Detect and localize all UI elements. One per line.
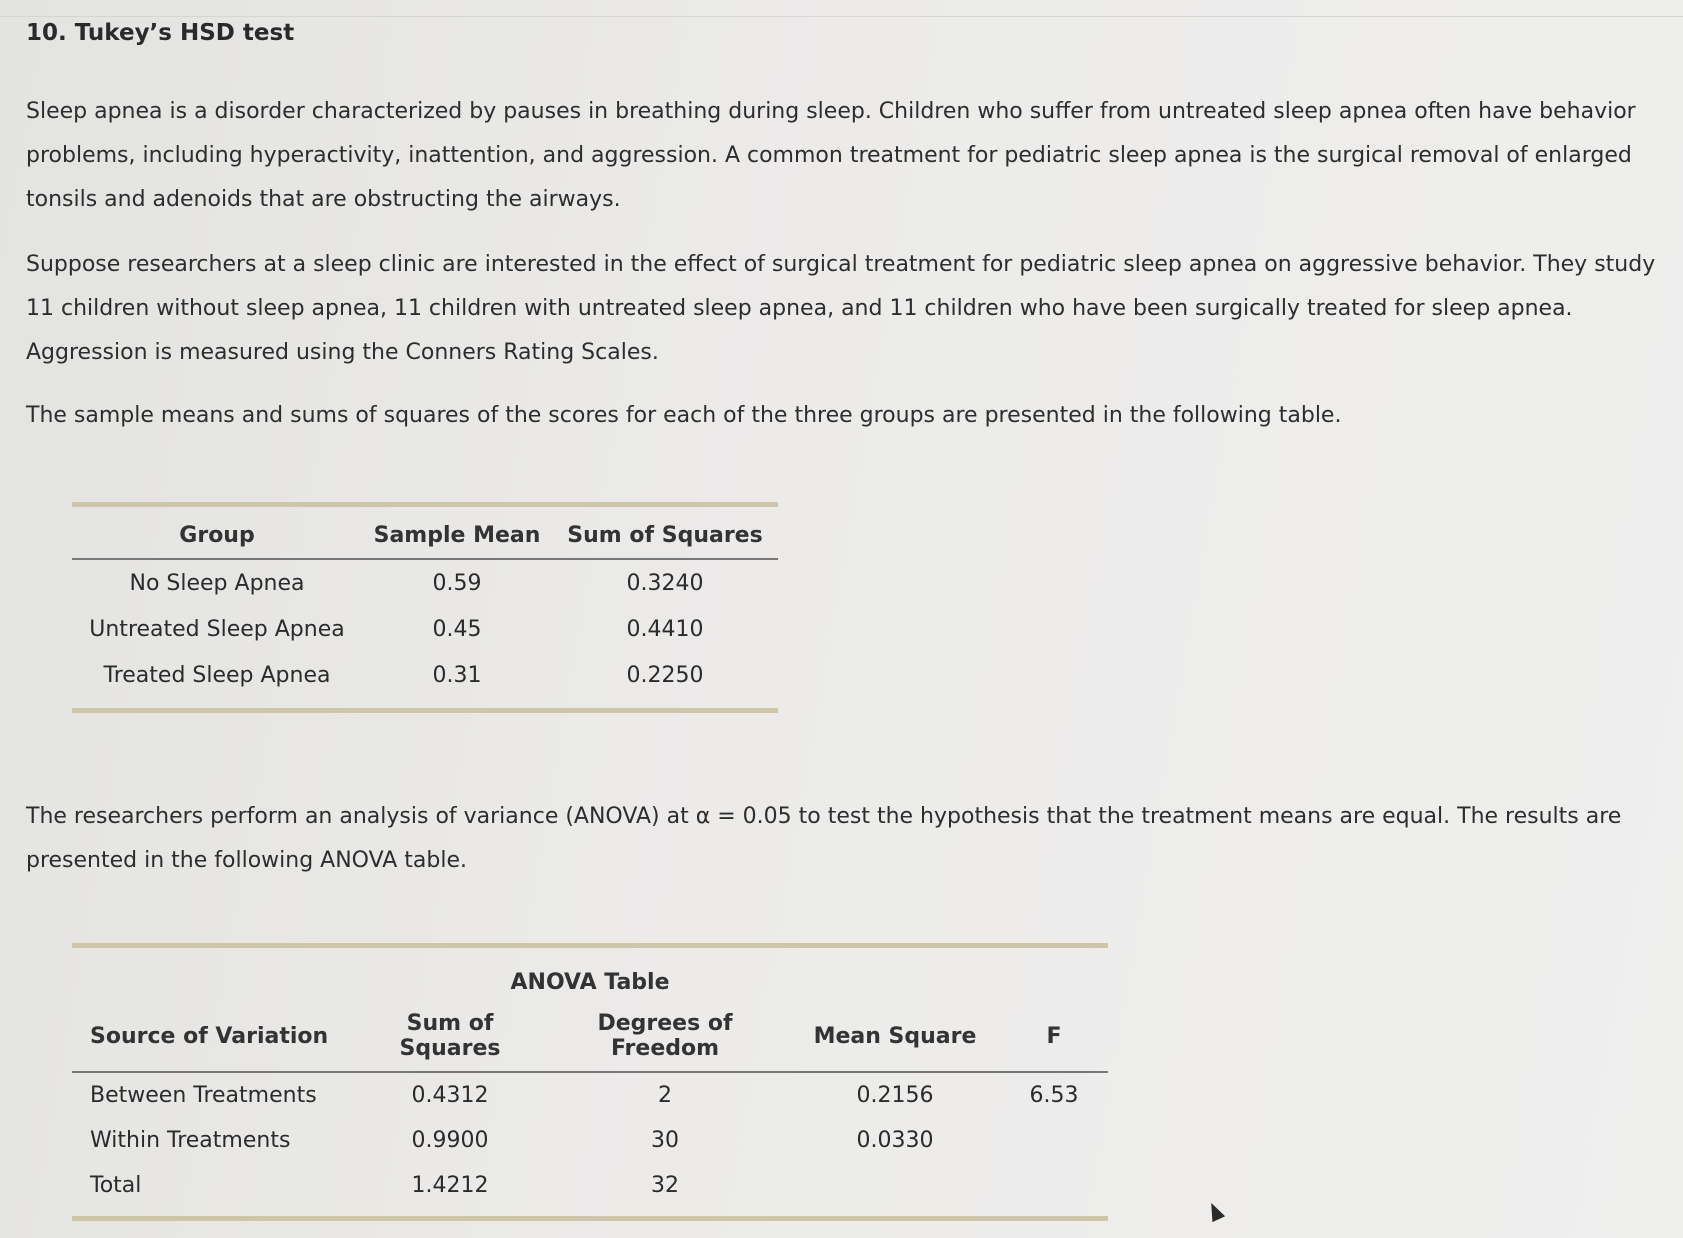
intro-paragraph: Sleep apnea is a disorder characterized by pauses in breathing during sleep. Children who suffer from untreated sleep apnea often have behavior problems, including hyperactivity, inattention, and aggression. A common treatment for pediatric sleep apnea is the surgical removal of enlarged tonsils and adenoids that are obstructing the airways. xyxy=(26,99,1636,212)
sum-of-squares-value: 0.4410 xyxy=(626,616,704,642)
sample-mean-value: 0.45 xyxy=(432,616,482,642)
header-f: F xyxy=(1046,1023,1062,1049)
sum-of-squares-value: 0.9900 xyxy=(411,1128,489,1153)
sample-mean-value: 0.59 xyxy=(432,570,482,596)
mean-square-value: 0.0330 xyxy=(856,1128,934,1153)
source-name: Total xyxy=(90,1173,142,1198)
anova-table xyxy=(72,1001,1108,1208)
sum-of-squares-value: 0.2250 xyxy=(626,662,704,688)
group-stats-table-container xyxy=(72,502,778,713)
table-row xyxy=(72,652,778,698)
study-paragraph: Suppose researchers at a sleep clinic are interested in the effect of surgical treatment for pediatric sleep apnea on aggressive behavior. They study 11 children without sleep apnea, 11 children with untreated sleep apnea, and 11 children who have been surgically treated for sleep apnea. Aggression is measured using the Conners Rating Scales. xyxy=(26,252,1656,365)
group-name: Untreated Sleep Apnea xyxy=(89,616,345,642)
anova-table-caption: ANOVA Table xyxy=(510,970,670,995)
source-name: Between Treatments xyxy=(90,1083,317,1108)
table-row xyxy=(72,560,778,606)
header-group: Group xyxy=(179,523,255,548)
source-name: Within Treatments xyxy=(90,1128,291,1153)
anova-bottom-rule xyxy=(72,1216,1108,1221)
table-intro-paragraph: The sample means and sums of squares of the scores for each of the three groups are presented in the following table. xyxy=(26,403,1342,428)
table-row xyxy=(72,1073,1108,1118)
anova-table-container xyxy=(72,943,1108,1221)
header-sum-of-squares: Sum of Squares xyxy=(399,1011,501,1061)
f-value: 6.53 xyxy=(1029,1083,1079,1108)
sample-mean-value: 0.31 xyxy=(432,662,482,688)
header-source-of-variation: Source of Variation xyxy=(90,1023,329,1049)
table-row xyxy=(72,1163,1108,1208)
sum-of-squares-value: 0.3240 xyxy=(626,570,704,596)
mean-square-value xyxy=(790,1163,1000,1208)
degrees-of-freedom-value: 32 xyxy=(651,1173,679,1198)
table-header-row xyxy=(72,507,778,558)
degrees-of-freedom-value: 30 xyxy=(651,1128,679,1153)
table-bottom-rule xyxy=(72,708,778,713)
sum-of-squares-value: 1.4212 xyxy=(411,1173,489,1198)
table-row xyxy=(72,1118,1108,1163)
group-name: Treated Sleep Apnea xyxy=(103,662,331,688)
mean-square-value: 0.2156 xyxy=(856,1083,934,1108)
anova-header-row xyxy=(72,1001,1108,1071)
header-sample-mean: Sample Mean xyxy=(373,523,541,548)
degrees-of-freedom-value: 2 xyxy=(658,1083,672,1108)
sum-of-squares-value: 0.4312 xyxy=(411,1083,489,1108)
problem-title: 10. Tukey’s HSD test xyxy=(26,20,295,46)
header-mean-square: Mean Square xyxy=(813,1023,977,1049)
group-name: No Sleep Apnea xyxy=(129,570,305,596)
mouse-cursor-icon xyxy=(1205,1200,1225,1222)
header-degrees-of-freedom: Degrees of Freedom xyxy=(597,1011,733,1061)
header-sum-of-squares: Sum of Squares xyxy=(567,523,763,548)
f-value xyxy=(1000,1163,1108,1208)
top-divider xyxy=(0,16,1683,17)
f-value xyxy=(1000,1118,1108,1163)
table-row xyxy=(72,606,778,652)
anova-intro-paragraph: The researchers perform an analysis of variance (ANOVA) at α = 0.05 to test the hypothesis that the treatment means are equal. The results are presented in the following ANOVA table. xyxy=(26,804,1622,873)
group-stats-table xyxy=(72,507,778,698)
